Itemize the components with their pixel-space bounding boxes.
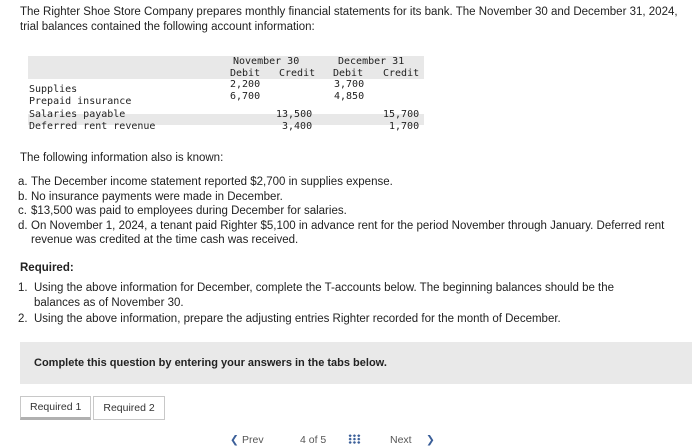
dec-debit-value: 4,850 [334, 90, 365, 102]
account-name: Deferred rent revenue [29, 121, 156, 132]
list-item: b. No insurance payments were made in December. [18, 190, 283, 203]
required-heading: Required: [20, 262, 74, 274]
nov-credit-header: Credit [279, 67, 316, 79]
dec-header: December 31 [338, 56, 405, 67]
header-band [28, 68, 424, 80]
account-name: Supplies [29, 84, 78, 95]
nov-header: November 30 [233, 56, 300, 67]
list-item: 2. Using the above information, prepare the adjusting entries Righter recorded for the month of December. [18, 313, 561, 325]
instruction-banner [20, 342, 692, 384]
dec-credit-value: 1,700 [389, 121, 420, 132]
list-item: d. On November 1, 2024, a tenant paid Righter $5,100 in advance rent for the period November through January. Deferred rent revenue was credited at the time cash was received. [18, 219, 665, 246]
grid-icon[interactable] [348, 434, 361, 444]
question-nav [220, 432, 520, 446]
account-name: Salaries payable [29, 108, 126, 120]
nov-credit-value: 3,400 [282, 121, 313, 132]
list-item: 1. Using the above information for December, complete the T-accounts below. The beginning balances should be the balances as of November 30. [18, 282, 615, 309]
dec-debit-header: Debit [333, 67, 364, 79]
account-name: Prepaid insurance [29, 96, 132, 107]
tab-required-2[interactable]: Required 2 [93, 396, 164, 420]
dec-debit-value: 3,700 [334, 79, 365, 90]
nov-debit-value: 2,200 [230, 79, 261, 90]
nov-credit-value: 13,500 [276, 108, 313, 120]
dec-credit-value: 15,700 [383, 108, 420, 120]
required-list [18, 281, 658, 329]
next-button[interactable]: Next [390, 434, 412, 446]
answer-tabs [20, 396, 167, 420]
trial-balance-table [28, 56, 424, 134]
list-item: c. $13,500 was paid to employees during December for salaries. [18, 205, 347, 217]
dec-credit-header: Credit [383, 67, 420, 79]
known-heading: The following information also is known: [20, 152, 224, 164]
chevron-right-icon[interactable]: ❯ [426, 434, 435, 446]
page-indicator: 4 of 5 [300, 434, 327, 446]
nov-debit-value: 6,700 [230, 90, 261, 102]
prev-button[interactable]: Prev [242, 434, 264, 446]
known-list [18, 175, 688, 248]
chevron-left-icon[interactable]: ❮ [230, 434, 239, 446]
nov-debit-header: Debit [230, 67, 261, 79]
tab-required-1[interactable]: Required 1 [20, 396, 91, 420]
problem-intro: The Righter Shoe Store Company prepares monthly financial statements for its bank. The November 30 and December 31, 2024, trial balances contained the following account information: [20, 6, 678, 33]
list-item: a. The December income statement reported $2,700 in supplies expense. [18, 176, 393, 188]
banner-text: Complete this question by entering your answers in the tabs below. [34, 357, 387, 369]
